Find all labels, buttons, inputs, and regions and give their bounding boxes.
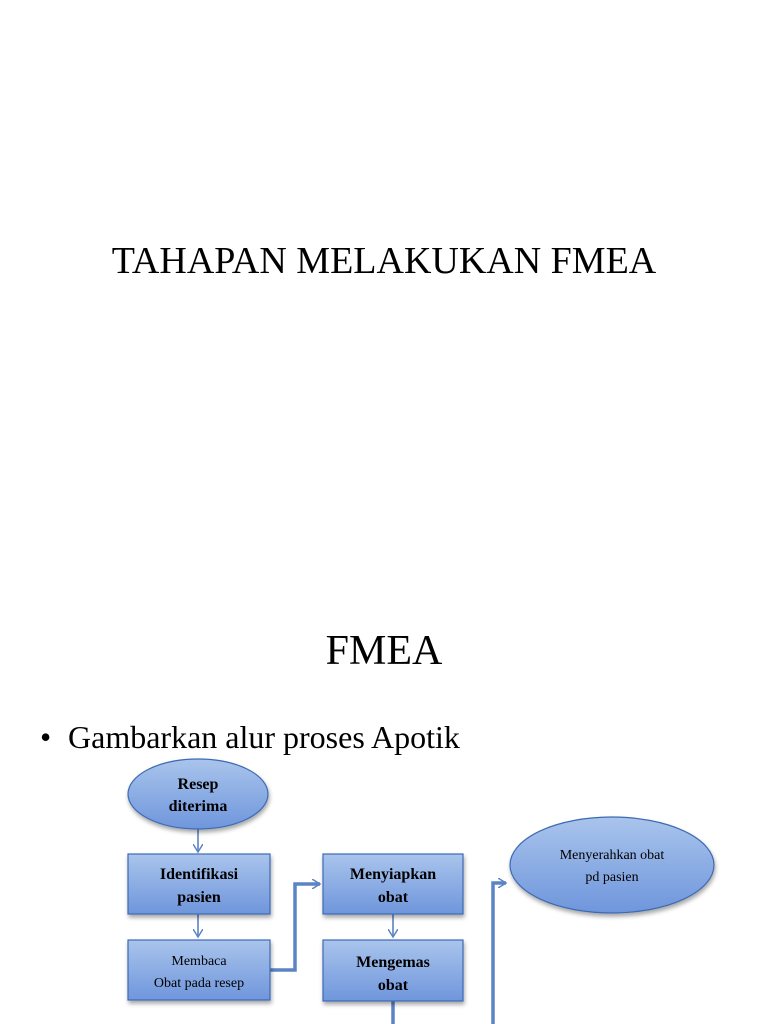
bullet-marker: • — [40, 719, 52, 755]
node-label-line: pasien — [177, 889, 221, 906]
node-label-line: obat — [377, 977, 409, 994]
node-label-line: Menyerahkan obat — [559, 848, 665, 863]
node-label-line: pd pasien — [585, 870, 639, 885]
node-menyerahkan-obat — [510, 817, 714, 913]
node-label-line: Membaca — [171, 954, 227, 969]
node-label-line: Obat pada resep — [153, 976, 245, 991]
node-label-line: Menyiapkan — [349, 866, 437, 883]
node-label-line: diterima — [168, 798, 228, 815]
bullet-text: Gambarkan alur proses Apotik — [68, 719, 460, 755]
node-label-line: obat — [377, 889, 409, 906]
node-mengemas-obat — [323, 940, 463, 1001]
node-label-line: Mengemas — [356, 954, 430, 971]
node-membaca-obat — [128, 940, 270, 1000]
node-menyiapkan-obat — [323, 854, 463, 914]
connector-membaca-menyiapkan — [270, 884, 320, 970]
node-label-line: Identifikasi — [159, 866, 239, 883]
node-resep-diterima — [128, 759, 268, 829]
slide-title: TAHAPAN MELAKUKAN FMEA — [111, 240, 657, 282]
node-label-line: Resep — [177, 776, 219, 793]
section-title: FMEA — [325, 628, 443, 674]
node-identifikasi-pasien — [128, 854, 270, 914]
connector-up-menyerahkan — [493, 883, 506, 1024]
